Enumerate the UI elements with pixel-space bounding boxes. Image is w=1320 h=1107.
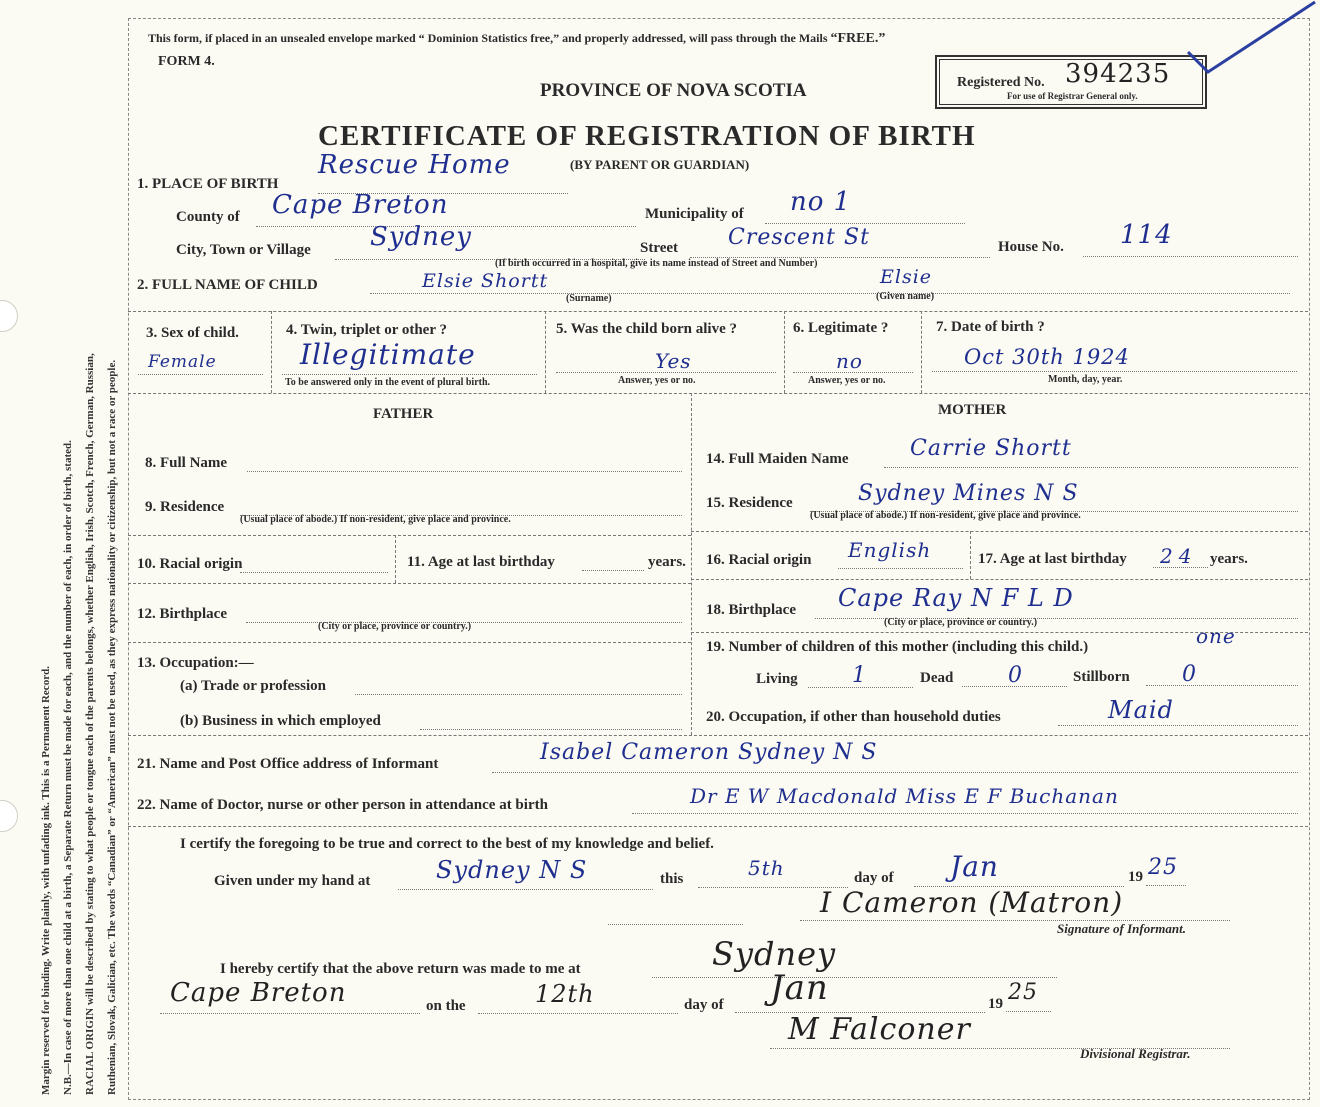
- mother-occupation-label: 20. Occupation, if other than household duties: [706, 709, 1001, 725]
- mother-age-label: 17. Age at last birthday: [978, 551, 1127, 567]
- mother-racial-value: English: [848, 538, 932, 562]
- binding-hole-bottom: [0, 800, 18, 832]
- registrar-year-prefix: 19: [988, 996, 1003, 1012]
- registrar-county-value: Cape Breton: [170, 978, 347, 1008]
- father-occupation-label: 13. Occupation:—: [137, 655, 254, 671]
- registered-box: [935, 55, 1207, 109]
- informant-value: Isabel Cameron Sydney N S: [540, 740, 878, 765]
- mother-name-value: Carrie Shortt: [910, 436, 1072, 461]
- father-heading: FATHER: [373, 406, 434, 422]
- place-of-birth-value: Rescue Home: [318, 150, 511, 180]
- checkmark-icon: [1180, 0, 1320, 85]
- registrar-day-value: 12th: [535, 980, 595, 1008]
- margin-note-racial-origin-2: Ruthenian, Slovak, Galician, etc. The words “Canadian” or “American” must not be used, as they express nationality or citizenship, but not a race or people.: [106, 359, 118, 1095]
- child-name-label: 2. FULL NAME OF CHILD: [137, 277, 318, 293]
- mother-birthplace-label: 18. Birthplace: [706, 602, 796, 618]
- mail-notice: [148, 31, 885, 47]
- place-of-birth-label: 1. PLACE OF BIRTH: [137, 176, 279, 192]
- given-year-value: 25: [1148, 855, 1178, 880]
- mother-residence-value: Sydney Mines N S: [858, 481, 1079, 506]
- margin-note-multiple-births: N.B.—In case of more than one child at a birth, a Separate Return must be made for each, and the number of each, in order of birth, stated.: [62, 440, 74, 1095]
- margin-note-binding: Margin reserved for binding. Write plainly, with unfading ink. This is a Permanent Record.: [40, 666, 52, 1095]
- mother-heading: MOTHER: [938, 402, 1007, 418]
- registrar-signature: M Falconer: [788, 1012, 971, 1047]
- child-given-value: Elsie: [880, 266, 933, 288]
- given-year-prefix: 19: [1128, 869, 1143, 885]
- registrar-statement: I hereby certify that the above return was made to me at: [220, 961, 581, 977]
- twin-label: 4. Twin, triplet or other ?: [286, 322, 447, 338]
- hospital-note: (If birth occurred in a hospital, give its name instead of Street and Number): [495, 258, 818, 269]
- mail-notice-text: This form, if placed in an unsealed envelope marked “ Dominion Statistics free,” and properly addressed, will pass through the Mails: [148, 31, 828, 45]
- margin-note-racial-origin-1: RACIAL ORIGIN will be described by stating to what people or tongue each of the parents belongs, whether English, Irish, Scotch, French, German, Russian,: [84, 353, 96, 1095]
- sex-value: Female: [148, 352, 217, 372]
- registrar-signature-caption: Divisional Registrar.: [1080, 1046, 1191, 1061]
- certify-statement: I certify the foregoing to be true and correct to the best of my knowledge and belief.: [180, 836, 714, 852]
- mother-residence-caption: (Usual place of abode.) If non-resident, give place and province.: [810, 510, 1081, 521]
- twin-caption: To be answered only in the event of plural birth.: [285, 377, 491, 388]
- informant-label: 21. Name and Post Office address of Informant: [137, 756, 439, 772]
- father-trade-label: (a) Trade or profession: [180, 678, 326, 694]
- mother-years-label: years.: [1210, 551, 1248, 567]
- stillborn-value: 0: [1182, 662, 1197, 687]
- mother-occupation-value: Maid: [1108, 696, 1174, 724]
- province-heading: PROVINCE OF NOVA SCOTIA: [540, 80, 807, 101]
- mother-racial-label: 16. Racial origin: [706, 552, 812, 568]
- informant-signature: I Cameron (Matron): [820, 886, 1124, 919]
- street-value: Crescent St: [728, 225, 870, 250]
- form-number: FORM 4.: [158, 54, 215, 69]
- registrar-year-value: 25: [1008, 980, 1038, 1005]
- house-number-value: 114: [1120, 220, 1173, 250]
- father-residence-label: 9. Residence: [145, 499, 225, 515]
- county-label: County of: [176, 209, 240, 225]
- mother-residence-label: 15. Residence: [706, 495, 793, 511]
- date-of-birth-label: 7. Date of birth ?: [936, 319, 1045, 335]
- date-of-birth-caption: Month, day, year.: [1048, 374, 1123, 385]
- stillborn-label: Stillborn: [1073, 669, 1130, 685]
- city-label: City, Town or Village: [176, 242, 311, 258]
- doctor-label: 22. Name of Doctor, nurse or other person in attendance at birth: [137, 797, 548, 813]
- informant-signature-caption: Signature of Informant.: [1057, 921, 1186, 936]
- municipality-label: Municipality of: [645, 206, 744, 222]
- given-place-value: Sydney N S: [436, 856, 588, 884]
- registered-label: Registered No.: [957, 75, 1045, 90]
- mother-birthplace-caption: (City or place, province or country.): [884, 617, 1038, 628]
- date-of-birth-value: Oct 30th 1924: [964, 345, 1130, 369]
- given-month-value: Jan: [950, 850, 999, 883]
- municipality-value: no 1: [790, 187, 852, 217]
- father-birthplace-caption: (City or place, province or country.): [318, 621, 472, 632]
- father-years-label: years.: [648, 554, 686, 570]
- given-day-of-label: day of: [854, 870, 894, 886]
- house-number-label: House No.: [998, 239, 1064, 255]
- twin-value: Illegitimate: [300, 338, 476, 371]
- legitimate-caption: Answer, yes or no.: [808, 375, 886, 386]
- legitimate-label: 6. Legitimate ?: [793, 320, 889, 336]
- father-age-label: 11. Age at last birthday: [407, 554, 555, 570]
- mother-children-label: 19. Number of children of this mother (including this child.): [706, 639, 1089, 655]
- born-alive-caption: Answer, yes or no.: [618, 375, 696, 386]
- mother-birthplace-value: Cape Ray N F L D: [838, 584, 1074, 612]
- registrar-on-label: on the: [426, 998, 466, 1014]
- certificate-title: CERTIFICATE OF REGISTRATION OF BIRTH: [318, 120, 976, 152]
- certificate-subtitle: (BY PARENT OR GUARDIAN): [570, 157, 750, 172]
- city-value: Sydney: [370, 222, 472, 252]
- child-surname-caption: (Surname): [566, 293, 612, 304]
- binding-hole-top: [0, 300, 18, 332]
- father-racial-label: 10. Racial origin: [137, 556, 243, 572]
- living-value: 1: [852, 663, 867, 688]
- born-alive-value: Yes: [655, 349, 692, 373]
- sex-label: 3. Sex of child.: [146, 325, 239, 341]
- mother-name-label: 14. Full Maiden Name: [706, 451, 849, 467]
- given-day-value: 5th: [748, 856, 785, 880]
- child-surname-value: Elsie Shortt: [422, 270, 549, 292]
- registrar-day-of-label: day of: [684, 997, 724, 1013]
- father-name-label: 8. Full Name: [145, 455, 228, 471]
- child-given-caption: (Given name): [876, 291, 935, 302]
- father-birthplace-label: 12. Birthplace: [137, 606, 227, 622]
- father-business-label: (b) Business in which employed: [180, 713, 381, 729]
- born-alive-label: 5. Was the child born alive ?: [556, 321, 737, 337]
- dead-label: Dead: [920, 670, 954, 686]
- this-label: this: [660, 871, 684, 887]
- living-label: Living: [756, 671, 798, 687]
- mother-age-value: 24: [1160, 544, 1198, 568]
- county-value: Cape Breton: [272, 190, 449, 220]
- doctor-value: Dr E W Macdonald Miss E F Buchanan: [690, 784, 1119, 808]
- registrar-place-value: Sydney: [712, 935, 837, 973]
- mail-notice-free: “FREE.”: [830, 31, 886, 46]
- street-label: Street: [640, 240, 679, 256]
- registrar-only-note: For use of Registrar General only.: [1007, 91, 1138, 101]
- dead-value: 0: [1008, 663, 1023, 688]
- mother-children-value: one: [1196, 624, 1236, 648]
- father-residence-caption: (Usual place of abode.) If non-resident, give place and province.: [240, 514, 511, 525]
- registrar-month-value: Jan: [770, 968, 829, 1008]
- given-under-hand-label: Given under my hand at: [214, 873, 371, 889]
- registered-number: 394235: [1065, 59, 1171, 89]
- legitimate-value: no: [836, 349, 863, 373]
